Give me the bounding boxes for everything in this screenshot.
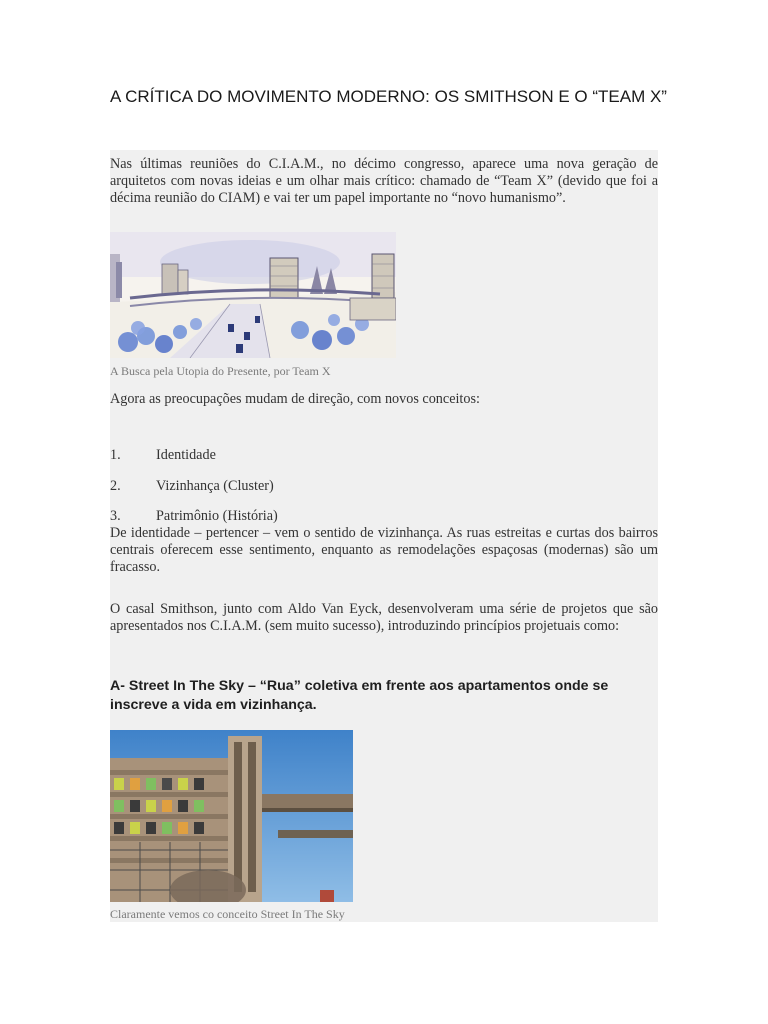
list-item-number: 3. [110, 508, 121, 524]
page-title: A CRÍTICA DO MOVIMENTO MODERNO: OS SMITHSON E O “TEAM X” [110, 87, 667, 106]
building-photo [110, 730, 353, 902]
street-in-the-sky-photo [110, 730, 353, 902]
list-item-number: 2. [110, 478, 121, 494]
list-item-label: Identidade [156, 447, 216, 463]
figure1-caption: A Busca pela Utopia do Presente, por Team X [110, 364, 331, 378]
city-sketch-illustration [110, 232, 396, 358]
identity-paragraph: De identidade – pertencer – vem o sentido de vizinhança. As ruas estreitas e curtas dos bairros centrais oferecem esse sentimento, enquanto as remodelações espaçosas (modernas) são um fracasso. [110, 525, 658, 575]
concepts-intro: Agora as preocupações mudam de direção, com novos conceitos: [110, 391, 480, 407]
list-item-label: Patrimônio (História) [156, 508, 278, 524]
list-item-number: 1. [110, 447, 121, 463]
principle-a-heading: A- Street In The Sky – “Rua” coletiva em frente aos apartamentos onde se inscreve a vida em vizinhança. [110, 678, 609, 713]
list-item-label: Vizinhança (Cluster) [156, 478, 274, 494]
intro-paragraph: Nas últimas reuniões do C.I.A.M., no décimo congresso, aparece uma nova geração de arquitetos com novas ideias e um olhar mais crítico: chamado de “Team X” (devido que foi a décima reunião do CIAM) e vai ter um papel importante no “novo humanismo”. [110, 156, 658, 206]
content-panel [110, 150, 658, 922]
figure2-caption: Claramente vemos co conceito Street In The Sky [110, 907, 345, 921]
smithson-paragraph: O casal Smithson, junto com Aldo Van Eyck, desenvolveram uma série de projetos que são apresentados nos C.I.A.M. (sem muito sucesso), introduzindo princípios projetuais como: [110, 601, 658, 634]
team-x-utopia-sketch [110, 232, 396, 358]
